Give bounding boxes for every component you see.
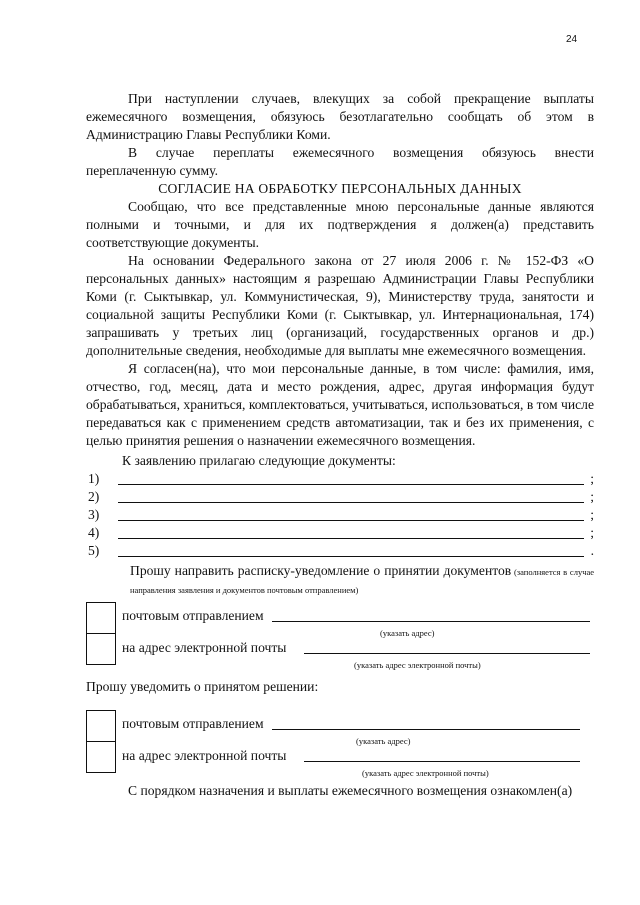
decision-email-checkbox[interactable] <box>86 741 116 773</box>
receipt-request-text: Прошу направить расписку-уведомление о принятии документов <box>130 563 512 578</box>
attachment-blank-line[interactable] <box>118 520 584 521</box>
page-number: 24 <box>566 34 578 45</box>
paragraph-consent: Я согласен(на), что мои персональные данные, в том числе: фамилия, имя, отчество, год, месяц, дата и место рождения, адрес, другая информация будут обрабатываться, храниться, комплектоваться, учитываться, использоваться, в том числе передаваться как с применением средств автоматизации, так и без их применения, с целью принятия решения о назначении ежемесячного возмещения. <box>86 361 594 448</box>
attachment-end-mark: . <box>590 543 594 558</box>
attachment-blank-line[interactable] <box>118 484 584 485</box>
decision-address-line[interactable] <box>272 729 580 730</box>
decision-mail-checkbox[interactable] <box>86 710 116 742</box>
receipt-email-hint: (указать адрес электронной почты) <box>354 660 481 670</box>
receipt-address-hint: (указать адрес) <box>380 628 435 638</box>
document-body <box>86 90 594 800</box>
receipt-request <box>86 562 594 598</box>
attachment-end-mark: ; <box>590 471 594 486</box>
attachment-end-mark: ; <box>590 525 594 540</box>
decision-email-line[interactable] <box>304 761 580 762</box>
paragraph-overpayment: В случае переплаты ежемесячного возмещения обязуюсь внести переплаченную сумму. <box>86 145 594 178</box>
decision-request: Прошу уведомить о принятом решении: <box>86 679 319 694</box>
attachment-row[interactable] <box>86 470 594 488</box>
receipt-email-checkbox[interactable] <box>86 633 116 665</box>
attachment-blank-line[interactable] <box>118 502 584 503</box>
attachment-number: 3) <box>88 507 100 522</box>
attachment-end-mark: ; <box>590 489 594 504</box>
attachments-title: К заявлению прилагаю следующие документы: <box>122 453 396 468</box>
attachment-number: 1) <box>88 471 100 486</box>
receipt-request-note: (заполняется в случае направления заявления и документов почтовым отправлением) <box>130 567 595 595</box>
attachment-number: 4) <box>88 525 100 540</box>
attachment-blank-line[interactable] <box>118 556 584 557</box>
decision-email-hint: (указать адрес электронной почты) <box>362 767 489 778</box>
paragraph-data-accuracy: Сообщаю, что все представленные мною персональные данные являются полными и точными, и для их подтверждения я должен(а) представить соответствующие документы. <box>86 199 594 250</box>
decision-address-hint: (указать адрес) <box>356 735 411 746</box>
attachment-blank-line[interactable] <box>118 538 584 539</box>
attachment-number: 5) <box>88 543 100 558</box>
receipt-options <box>86 602 594 670</box>
attachment-number: 2) <box>88 489 100 504</box>
attachment-row[interactable] <box>86 488 594 506</box>
attachment-row[interactable] <box>86 506 594 524</box>
attachment-end-mark: ; <box>590 507 594 522</box>
decision-email-label: на адрес электронной почты <box>122 747 287 763</box>
receipt-mail-checkbox[interactable] <box>86 602 116 634</box>
consent-heading: СОГЛАСИЕ НА ОБРАБОТКУ ПЕРСОНАЛЬНЫХ ДАННЫХ <box>158 181 522 196</box>
receipt-address-line[interactable] <box>272 621 590 622</box>
receipt-email-line[interactable] <box>304 653 590 654</box>
attachments-list <box>86 470 594 560</box>
attachment-row[interactable] <box>86 524 594 542</box>
closing-acknowledgement: С порядком назначения и выплаты ежемесячного возмещения ознакомлен(а) <box>128 782 573 798</box>
attachment-row[interactable] <box>86 542 594 560</box>
paragraph-federal-law: На основании Федерального закона от 27 июля 2006 г. № 152-ФЗ «О персональных данных» настоящим я разрешаю Администрации Главы Республики Коми (г. Сыктывкар, ул. Коммунистическая, 9), Министерству труда, занятости и социальной защиты Республики Коми (г. Сыктывкар, ул. Интернациональная, 174) запрашивать у третьих лиц (организаций, государственных органов и др.) дополнительные сведения, необходимые для выплаты мне ежемесячного возмещения. <box>86 253 594 358</box>
receipt-mail-label: почтовым отправлением <box>122 608 264 623</box>
receipt-email-label: на адрес электронной почты <box>122 640 287 655</box>
decision-options <box>86 710 594 778</box>
paragraph-termination-notice: При наступлении случаев, влекущих за собой прекращение выплаты ежемесячного возмещения, обязуюсь безотлагательно сообщать об этом в Администрацию Главы Республики Коми. <box>86 91 594 142</box>
decision-mail-label: почтовым отправлением <box>122 715 264 731</box>
